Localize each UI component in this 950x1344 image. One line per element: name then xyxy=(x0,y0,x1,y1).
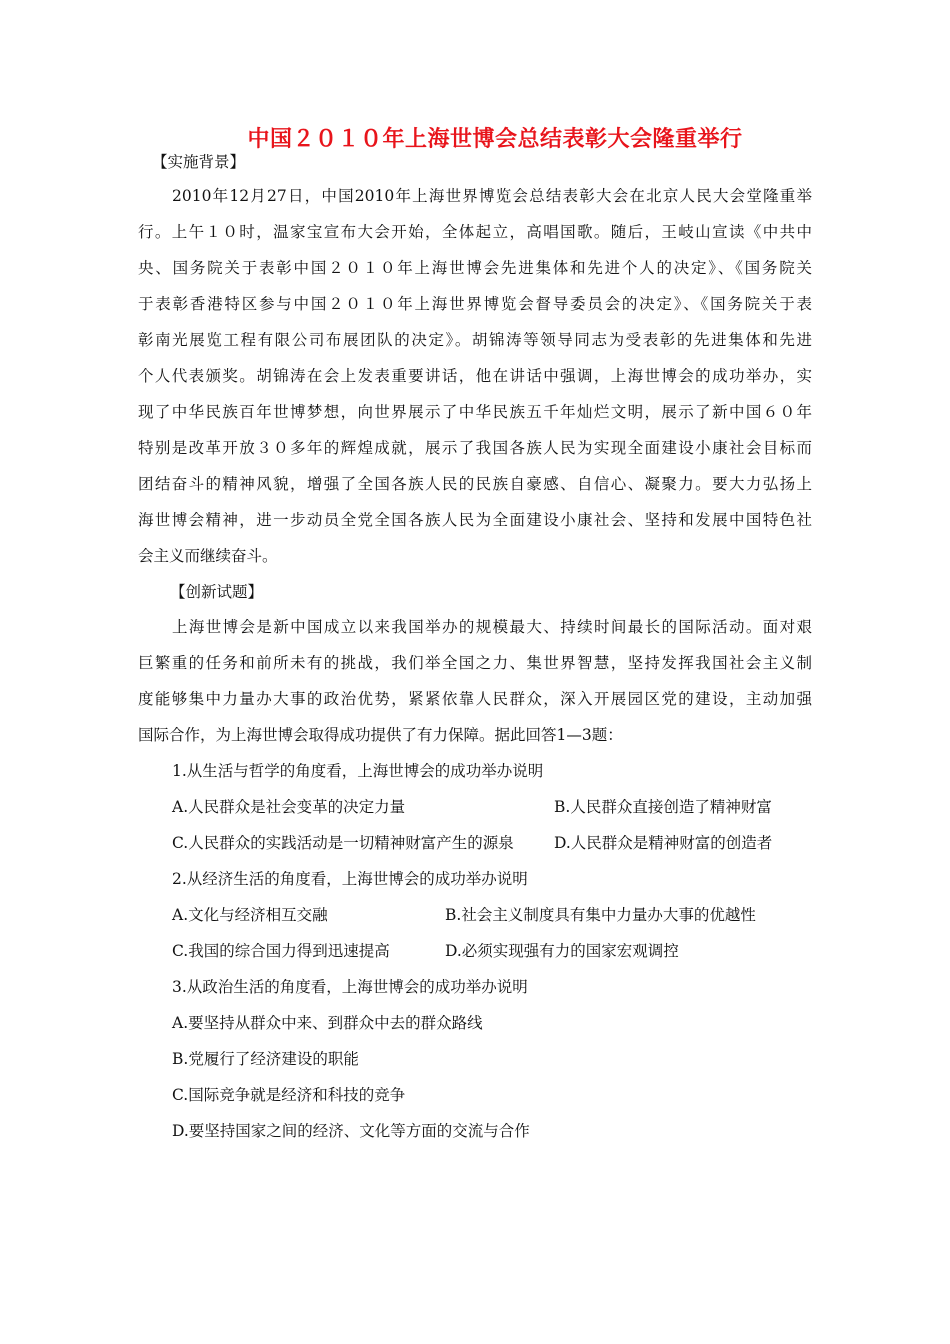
question-stem: 3.从政治生活的角度看，上海世博会的成功举办说明 xyxy=(172,978,528,996)
option-c: C.我国的综合国力得到迅速提高 xyxy=(172,942,390,960)
option-b: B.人民群众直接创造了精神财富 xyxy=(554,798,772,816)
option-a: A.要坚持从群众中来、到群众中去的群众路线 xyxy=(172,1014,483,1032)
option-c: C.国际竞争就是经济和科技的竞争 xyxy=(172,1086,406,1104)
paragraph-line: 现了中华民族百年世博梦想，向世界展示了中华民族五千年灿烂文明，展示了新中国６０年 xyxy=(138,403,812,421)
paragraph-line: 上海世博会是新中国成立以来我国举办的规模最大、持续时间最长的国际活动。面对艰 xyxy=(172,618,812,636)
paragraph-line: 国际合作，为上海世博会取得成功提供了有力保障。据此回答1—3题： xyxy=(138,726,623,744)
paragraph-line: 巨繁重的任务和前所未有的挑战，我们举全国之力、集世界智慧，坚持发挥我国社会主义制 xyxy=(138,654,812,672)
question-stem: 2.从经济生活的角度看，上海世博会的成功举办说明 xyxy=(172,870,528,888)
paragraph-line: 2010年12月27日，中国2010年上海世界博览会总结表彰大会在北京人民大会堂隆重举 xyxy=(172,187,812,205)
option-d: D.要坚持国家之间的经济、文化等方面的交流与合作 xyxy=(172,1122,530,1140)
document-title: 中国２０１０年上海世博会总结表彰大会隆重举行 xyxy=(247,127,743,152)
option-b: B.社会主义制度具有集中力量办大事的优越性 xyxy=(445,906,756,924)
section-heading-questions: 【创新试题】 xyxy=(170,583,264,601)
option-c: C.人民群众的实践活动是一切精神财富产生的源泉 xyxy=(172,834,514,852)
paragraph-line: 个人代表颁奖。胡锦涛在会上发表重要讲话，他在讲话中强调，上海世博会的成功举办，实 xyxy=(138,367,812,385)
paragraph-line: 彰南光展览工程有限公司布展团队的决定》。胡锦涛等领导同志为受表彰的先进集体和先进 xyxy=(138,331,812,349)
paragraph-line: 度能够集中力量办大事的政治优势，紧紧依靠人民群众，深入开展园区党的建设，主动加强 xyxy=(138,690,812,708)
paragraph-line: 行。上午１０时，温家宝宣布大会开始，全体起立，高唱国歌。随后，王岐山宣读《中共中 xyxy=(138,223,812,241)
paragraph-line: 特别是改革开放３０多年的辉煌成就，展示了我国各族人民为实现全面建设小康社会目标而 xyxy=(138,439,812,457)
question-stem: 1.从生活与哲学的角度看，上海世博会的成功举办说明 xyxy=(172,762,544,780)
paragraph-line: 团结奋斗的精神风貌，增强了全国各族人民的民族自豪感、自信心、凝聚力。要大力弘扬上 xyxy=(138,475,812,493)
paragraph-line: 会主义而继续奋斗。 xyxy=(138,547,278,565)
option-d: D.必须实现强有力的国家宏观调控 xyxy=(445,942,679,960)
section-heading-background: 【实施背景】 xyxy=(152,153,246,171)
paragraph-line: 央、国务院关于表彰中国２０１０年上海世博会先进集体和先进个人的决定》、《国务院关 xyxy=(138,259,812,277)
paragraph-line: 海世博会精神，进一步动员全党全国各族人民为全面建设小康社会、坚持和发展中国特色社 xyxy=(138,511,812,529)
option-b: B.党履行了经济建设的职能 xyxy=(172,1050,359,1068)
option-d: D.人民群众是精神财富的创造者 xyxy=(554,834,773,852)
option-a: A.文化与经济相互交融 xyxy=(172,906,328,924)
option-a: A.人民群众是社会变革的决定力量 xyxy=(172,798,406,816)
paragraph-line: 于表彰香港特区参与中国２０１０年上海世界博览会督导委员会的决定》、《国务院关于表 xyxy=(138,295,812,313)
